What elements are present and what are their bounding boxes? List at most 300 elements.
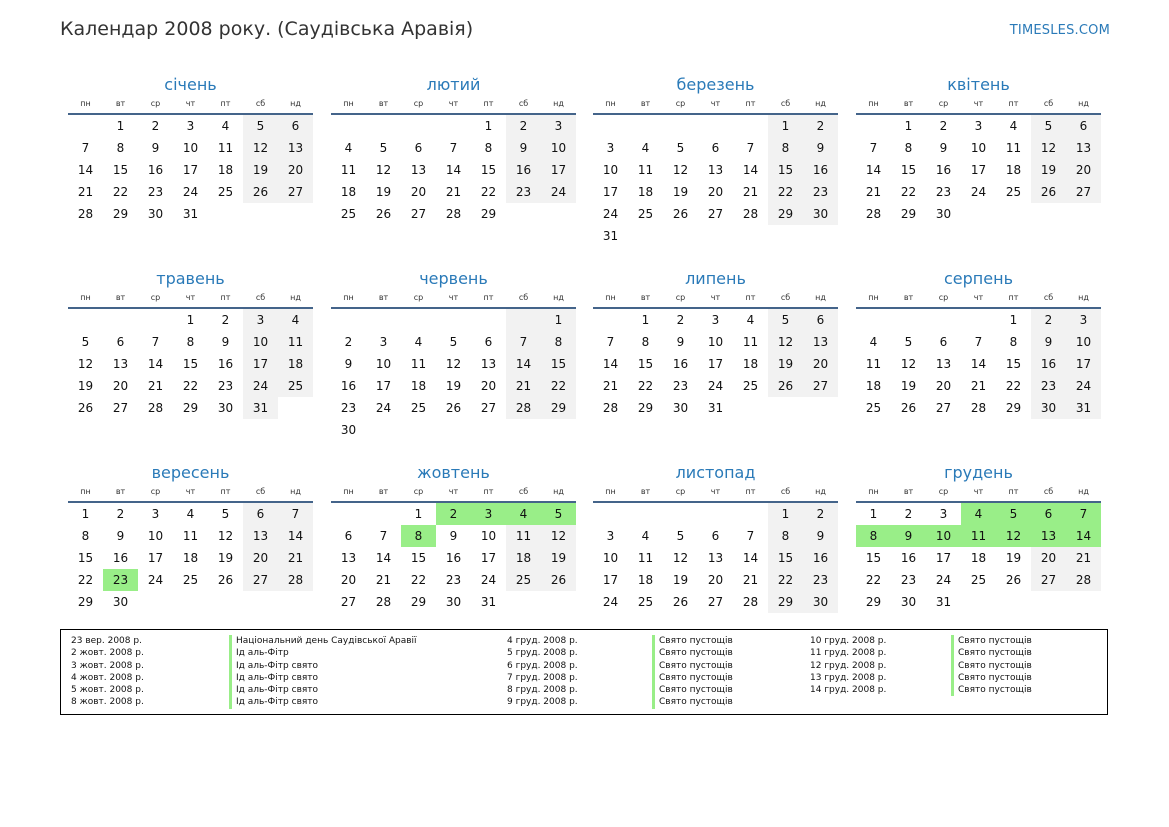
day-cell[interactable]: 30	[803, 591, 838, 613]
day-cell[interactable]: 18	[410, 379, 427, 393]
day-cell[interactable]: 9	[116, 529, 125, 543]
day-cell[interactable]: 14	[278, 525, 313, 547]
day-cell[interactable]: 2	[939, 119, 948, 133]
day-cell[interactable]: 30	[112, 595, 129, 609]
day-cell[interactable]: 25	[637, 595, 654, 609]
day-cell[interactable]: 27	[707, 207, 724, 221]
day-cell[interactable]: 3	[186, 119, 195, 133]
day-cell[interactable]: 29	[182, 401, 199, 415]
site-link[interactable]: TIMESLES.COM	[1009, 23, 1110, 38]
day-cell[interactable]: 12	[77, 357, 94, 371]
day-cell[interactable]: 26	[672, 595, 689, 609]
day-cell[interactable]: 10	[602, 551, 619, 565]
day-cell[interactable]: 12	[1031, 137, 1066, 159]
day-cell[interactable]: 4	[641, 529, 650, 543]
day-cell[interactable]: 27	[112, 401, 129, 415]
day-cell[interactable]: 22	[865, 573, 882, 587]
day-cell[interactable]: 27	[410, 207, 427, 221]
day-cell[interactable]: 7	[506, 331, 541, 353]
day-cell[interactable]: 4	[506, 503, 541, 525]
day-cell[interactable]: 29	[112, 207, 129, 221]
day-cell[interactable]: 3	[471, 503, 506, 525]
day-cell[interactable]: 20	[112, 379, 129, 393]
day-cell[interactable]: 24	[970, 185, 987, 199]
day-cell[interactable]: 17	[243, 353, 278, 375]
day-cell[interactable]: 23	[803, 181, 838, 203]
day-cell[interactable]: 17	[375, 379, 392, 393]
day-cell[interactable]: 13	[1066, 137, 1101, 159]
day-cell[interactable]: 12	[445, 357, 462, 371]
day-cell[interactable]: 10	[970, 141, 987, 155]
day-cell[interactable]: 11	[1005, 141, 1022, 155]
day-cell[interactable]: 18	[1005, 163, 1022, 177]
day-cell[interactable]: 19	[243, 159, 278, 181]
day-cell[interactable]: 7	[606, 335, 615, 349]
day-cell[interactable]: 9	[221, 335, 230, 349]
day-cell[interactable]: 25	[182, 573, 199, 587]
day-cell[interactable]: 14	[445, 163, 462, 177]
day-cell[interactable]: 2	[803, 503, 838, 525]
day-cell[interactable]: 25	[865, 401, 882, 415]
day-cell[interactable]: 3	[606, 529, 615, 543]
day-cell[interactable]: 5	[676, 141, 685, 155]
day-cell[interactable]: 13	[935, 357, 952, 371]
day-cell[interactable]: 11	[637, 551, 654, 565]
day-cell[interactable]: 8	[186, 335, 195, 349]
day-cell[interactable]: 18	[742, 357, 759, 371]
day-cell[interactable]: 19	[768, 353, 803, 375]
day-cell[interactable]: 28	[602, 401, 619, 415]
day-cell[interactable]: 9	[803, 525, 838, 547]
day-cell[interactable]: 24	[147, 573, 164, 587]
day-cell[interactable]: 21	[742, 573, 759, 587]
day-cell[interactable]: 13	[707, 163, 724, 177]
day-cell[interactable]: 24	[541, 181, 576, 203]
day-cell[interactable]: 27	[480, 401, 497, 415]
day-cell[interactable]: 5	[676, 529, 685, 543]
day-cell[interactable]: 22	[112, 185, 129, 199]
day-cell[interactable]: 11	[637, 163, 654, 177]
day-cell[interactable]: 29	[77, 595, 94, 609]
day-cell[interactable]: 31	[935, 595, 952, 609]
day-cell[interactable]: 10	[1066, 331, 1101, 353]
day-cell[interactable]: 13	[243, 525, 278, 547]
day-cell[interactable]: 9	[344, 357, 353, 371]
day-cell[interactable]: 16	[935, 163, 952, 177]
day-cell[interactable]: 31	[243, 397, 278, 419]
day-cell[interactable]: 9	[506, 137, 541, 159]
day-cell[interactable]: 22	[768, 181, 803, 203]
day-cell[interactable]: 30	[672, 401, 689, 415]
day-cell[interactable]: 4	[186, 507, 195, 521]
day-cell[interactable]: 10	[926, 525, 961, 547]
day-cell[interactable]: 8	[81, 529, 90, 543]
day-cell[interactable]: 26	[243, 181, 278, 203]
day-cell[interactable]: 17	[602, 185, 619, 199]
day-cell[interactable]: 19	[375, 185, 392, 199]
day-cell[interactable]: 7	[1066, 503, 1101, 525]
day-cell[interactable]: 20	[707, 573, 724, 587]
day-cell[interactable]: 10	[480, 529, 497, 543]
day-cell[interactable]: 6	[1066, 115, 1101, 137]
day-cell[interactable]: 2	[436, 503, 471, 525]
day-cell[interactable]: 15	[768, 159, 803, 181]
day-cell[interactable]: 14	[602, 357, 619, 371]
day-cell[interactable]: 2	[221, 313, 230, 327]
day-cell[interactable]: 8	[541, 331, 576, 353]
day-cell[interactable]: 8	[856, 525, 891, 547]
day-cell[interactable]: 31	[707, 401, 724, 415]
day-cell[interactable]: 7	[81, 141, 90, 155]
day-cell[interactable]: 24	[935, 573, 952, 587]
day-cell[interactable]: 6	[711, 529, 720, 543]
day-cell[interactable]: 3	[541, 115, 576, 137]
day-cell[interactable]: 22	[182, 379, 199, 393]
day-cell[interactable]: 11	[961, 525, 996, 547]
day-cell[interactable]: 19	[900, 379, 917, 393]
day-cell[interactable]: 5	[1031, 115, 1066, 137]
day-cell[interactable]: 30	[803, 203, 838, 225]
day-cell[interactable]: 14	[147, 357, 164, 371]
day-cell[interactable]: 18	[182, 551, 199, 565]
day-cell[interactable]: 23	[217, 379, 234, 393]
day-cell[interactable]: 21	[445, 185, 462, 199]
day-cell[interactable]: 3	[243, 309, 278, 331]
day-cell[interactable]: 30	[445, 595, 462, 609]
day-cell[interactable]: 1	[1009, 313, 1018, 327]
day-cell[interactable]: 18	[637, 573, 654, 587]
day-cell[interactable]: 4	[869, 335, 878, 349]
day-cell[interactable]: 6	[939, 335, 948, 349]
day-cell[interactable]: 1	[641, 313, 650, 327]
day-cell[interactable]: 23	[803, 569, 838, 591]
day-cell[interactable]: 12	[672, 163, 689, 177]
day-cell[interactable]: 16	[1031, 353, 1066, 375]
day-cell[interactable]: 4	[278, 309, 313, 331]
day-cell[interactable]: 27	[803, 375, 838, 397]
day-cell[interactable]: 4	[414, 335, 423, 349]
day-cell[interactable]: 28	[506, 397, 541, 419]
day-cell[interactable]: 25	[970, 573, 987, 587]
day-cell[interactable]: 6	[344, 529, 353, 543]
day-cell[interactable]: 26	[1031, 181, 1066, 203]
day-cell[interactable]: 2	[1031, 309, 1066, 331]
day-cell[interactable]: 28	[278, 569, 313, 591]
day-cell[interactable]: 17	[480, 551, 497, 565]
day-cell[interactable]: 22	[541, 375, 576, 397]
day-cell[interactable]: 20	[1031, 547, 1066, 569]
day-cell[interactable]: 6	[484, 335, 493, 349]
day-cell[interactable]: 9	[449, 529, 458, 543]
day-cell[interactable]: 3	[606, 141, 615, 155]
day-cell[interactable]: 28	[375, 595, 392, 609]
day-cell[interactable]: 28	[742, 595, 759, 609]
day-cell[interactable]: 18	[278, 353, 313, 375]
day-cell[interactable]: 7	[278, 503, 313, 525]
day-cell[interactable]: 27	[707, 595, 724, 609]
day-cell[interactable]: 15	[182, 357, 199, 371]
day-cell[interactable]: 13	[340, 551, 357, 565]
day-cell[interactable]: 20	[803, 353, 838, 375]
day-cell[interactable]: 22	[768, 569, 803, 591]
day-cell[interactable]: 1	[414, 507, 423, 521]
day-cell[interactable]: 26	[445, 401, 462, 415]
day-cell[interactable]: 20	[278, 159, 313, 181]
day-cell[interactable]: 21	[1066, 547, 1101, 569]
day-cell[interactable]: 4	[1009, 119, 1018, 133]
day-cell[interactable]: 26	[768, 375, 803, 397]
day-cell[interactable]: 3	[711, 313, 720, 327]
day-cell[interactable]: 8	[116, 141, 125, 155]
day-cell[interactable]: 7	[379, 529, 388, 543]
day-cell[interactable]: 16	[445, 551, 462, 565]
day-cell[interactable]: 13	[803, 331, 838, 353]
day-cell[interactable]: 2	[904, 507, 913, 521]
day-cell[interactable]: 14	[77, 163, 94, 177]
day-cell[interactable]: 9	[676, 335, 685, 349]
day-cell[interactable]: 10	[541, 137, 576, 159]
day-cell[interactable]: 15	[112, 163, 129, 177]
day-cell[interactable]: 30	[900, 595, 917, 609]
day-cell[interactable]: 16	[672, 357, 689, 371]
day-cell[interactable]: 5	[449, 335, 458, 349]
day-cell[interactable]: 29	[768, 591, 803, 613]
day-cell[interactable]: 11	[410, 357, 427, 371]
day-cell[interactable]: 16	[340, 379, 357, 393]
day-cell[interactable]: 13	[410, 163, 427, 177]
day-cell[interactable]: 29	[541, 397, 576, 419]
day-cell[interactable]: 17	[541, 159, 576, 181]
day-cell[interactable]: 16	[803, 159, 838, 181]
day-cell[interactable]: 5	[221, 507, 230, 521]
day-cell[interactable]: 1	[484, 119, 493, 133]
day-cell[interactable]: 8	[484, 141, 493, 155]
day-cell[interactable]: 26	[1005, 573, 1022, 587]
day-cell[interactable]: 14	[375, 551, 392, 565]
day-cell[interactable]: 6	[116, 335, 125, 349]
day-cell[interactable]: 31	[1066, 397, 1101, 419]
day-cell[interactable]: 19	[672, 185, 689, 199]
day-cell[interactable]: 21	[77, 185, 94, 199]
day-cell[interactable]: 30	[935, 207, 952, 221]
day-cell[interactable]: 17	[602, 573, 619, 587]
day-cell[interactable]: 25	[742, 379, 759, 393]
day-cell[interactable]: 30	[1031, 397, 1066, 419]
day-cell[interactable]: 4	[221, 119, 230, 133]
day-cell[interactable]: 19	[217, 551, 234, 565]
day-cell[interactable]: 18	[506, 547, 541, 569]
day-cell[interactable]: 20	[410, 185, 427, 199]
day-cell[interactable]: 28	[147, 401, 164, 415]
day-cell[interactable]: 16	[147, 163, 164, 177]
day-cell[interactable]: 1	[904, 119, 913, 133]
day-cell[interactable]: 20	[935, 379, 952, 393]
day-cell[interactable]: 8	[1009, 335, 1018, 349]
day-cell[interactable]: 28	[742, 207, 759, 221]
day-cell[interactable]: 21	[506, 375, 541, 397]
day-cell[interactable]: 22	[77, 573, 94, 587]
day-cell[interactable]: 2	[803, 115, 838, 137]
day-cell[interactable]: 11	[742, 335, 759, 349]
day-cell[interactable]: 8	[768, 525, 803, 547]
day-cell[interactable]: 2	[506, 115, 541, 137]
day-cell[interactable]: 21	[970, 379, 987, 393]
day-cell[interactable]: 19	[672, 573, 689, 587]
day-cell[interactable]: 25	[1005, 185, 1022, 199]
day-cell[interactable]: 5	[996, 503, 1031, 525]
day-cell[interactable]: 6	[803, 309, 838, 331]
day-cell[interactable]: 14	[970, 357, 987, 371]
day-cell[interactable]: 6	[1031, 503, 1066, 525]
day-cell[interactable]: 4	[961, 503, 996, 525]
day-cell[interactable]: 25	[217, 185, 234, 199]
day-cell[interactable]: 3	[151, 507, 160, 521]
day-cell[interactable]: 12	[375, 163, 392, 177]
day-cell[interactable]: 13	[707, 551, 724, 565]
day-cell[interactable]: 29	[768, 203, 803, 225]
day-cell[interactable]: 17	[935, 551, 952, 565]
day-cell[interactable]: 23	[103, 569, 138, 591]
day-cell[interactable]: 11	[217, 141, 234, 155]
day-cell[interactable]: 31	[480, 595, 497, 609]
day-cell[interactable]: 17	[147, 551, 164, 565]
day-cell[interactable]: 14	[1066, 525, 1101, 547]
day-cell[interactable]: 20	[1066, 159, 1101, 181]
day-cell[interactable]: 3	[974, 119, 983, 133]
day-cell[interactable]: 11	[278, 331, 313, 353]
day-cell[interactable]: 25	[340, 207, 357, 221]
day-cell[interactable]: 17	[182, 163, 199, 177]
day-cell[interactable]: 23	[1031, 375, 1066, 397]
day-cell[interactable]: 8	[768, 137, 803, 159]
day-cell[interactable]: 29	[480, 207, 497, 221]
day-cell[interactable]: 23	[672, 379, 689, 393]
day-cell[interactable]: 12	[996, 525, 1031, 547]
day-cell[interactable]: 28	[865, 207, 882, 221]
day-cell[interactable]: 21	[278, 547, 313, 569]
day-cell[interactable]: 28	[1066, 569, 1101, 591]
day-cell[interactable]: 21	[375, 573, 392, 587]
day-cell[interactable]: 1	[81, 507, 90, 521]
day-cell[interactable]: 8	[904, 141, 913, 155]
day-cell[interactable]: 17	[707, 357, 724, 371]
day-cell[interactable]: 12	[900, 357, 917, 371]
day-cell[interactable]: 21	[602, 379, 619, 393]
day-cell[interactable]: 26	[672, 207, 689, 221]
day-cell[interactable]: 14	[506, 353, 541, 375]
day-cell[interactable]: 24	[182, 185, 199, 199]
day-cell[interactable]: 2	[676, 313, 685, 327]
day-cell[interactable]: 9	[1031, 331, 1066, 353]
day-cell[interactable]: 19	[541, 547, 576, 569]
day-cell[interactable]: 16	[506, 159, 541, 181]
day-cell[interactable]: 5	[768, 309, 803, 331]
day-cell[interactable]: 15	[541, 353, 576, 375]
day-cell[interactable]: 25	[506, 569, 541, 591]
day-cell[interactable]: 24	[480, 573, 497, 587]
day-cell[interactable]: 7	[449, 141, 458, 155]
day-cell[interactable]: 20	[707, 185, 724, 199]
day-cell[interactable]: 1	[186, 313, 195, 327]
day-cell[interactable]: 19	[77, 379, 94, 393]
day-cell[interactable]: 5	[904, 335, 913, 349]
day-cell[interactable]: 27	[1031, 569, 1066, 591]
day-cell[interactable]: 15	[768, 547, 803, 569]
day-cell[interactable]: 27	[243, 569, 278, 591]
day-cell[interactable]: 1	[116, 119, 125, 133]
day-cell[interactable]: 15	[865, 551, 882, 565]
day-cell[interactable]: 24	[602, 595, 619, 609]
day-cell[interactable]: 7	[746, 529, 755, 543]
day-cell[interactable]: 15	[77, 551, 94, 565]
day-cell[interactable]: 21	[147, 379, 164, 393]
day-cell[interactable]: 9	[891, 525, 926, 547]
day-cell[interactable]: 26	[77, 401, 94, 415]
day-cell[interactable]: 30	[147, 207, 164, 221]
day-cell[interactable]: 2	[344, 335, 353, 349]
day-cell[interactable]: 7	[869, 141, 878, 155]
day-cell[interactable]: 18	[217, 163, 234, 177]
day-cell[interactable]: 11	[865, 357, 882, 371]
day-cell[interactable]: 22	[480, 185, 497, 199]
day-cell[interactable]: 12	[768, 331, 803, 353]
day-cell[interactable]: 26	[541, 569, 576, 591]
day-cell[interactable]: 27	[278, 181, 313, 203]
day-cell[interactable]: 5	[541, 503, 576, 525]
day-cell[interactable]: 21	[865, 185, 882, 199]
day-cell[interactable]: 3	[379, 335, 388, 349]
day-cell[interactable]: 19	[445, 379, 462, 393]
day-cell[interactable]: 10	[182, 141, 199, 155]
day-cell[interactable]: 24	[375, 401, 392, 415]
day-cell[interactable]: 28	[445, 207, 462, 221]
day-cell[interactable]: 14	[742, 163, 759, 177]
day-cell[interactable]: 3	[939, 507, 948, 521]
day-cell[interactable]: 2	[116, 507, 125, 521]
day-cell[interactable]: 23	[147, 185, 164, 199]
day-cell[interactable]: 23	[935, 185, 952, 199]
day-cell[interactable]: 6	[711, 141, 720, 155]
day-cell[interactable]: 1	[768, 503, 803, 525]
day-cell[interactable]: 10	[243, 331, 278, 353]
day-cell[interactable]: 27	[935, 401, 952, 415]
day-cell[interactable]: 4	[641, 141, 650, 155]
day-cell[interactable]: 29	[410, 595, 427, 609]
day-cell[interactable]: 16	[900, 551, 917, 565]
day-cell[interactable]: 7	[746, 141, 755, 155]
day-cell[interactable]: 23	[900, 573, 917, 587]
day-cell[interactable]: 12	[243, 137, 278, 159]
day-cell[interactable]: 24	[243, 375, 278, 397]
day-cell[interactable]: 31	[182, 207, 199, 221]
day-cell[interactable]: 22	[637, 379, 654, 393]
day-cell[interactable]: 9	[151, 141, 160, 155]
day-cell[interactable]: 9	[803, 137, 838, 159]
day-cell[interactable]: 8	[401, 525, 436, 547]
day-cell[interactable]: 22	[1005, 379, 1022, 393]
day-cell[interactable]: 15	[900, 163, 917, 177]
day-cell[interactable]: 29	[1005, 401, 1022, 415]
day-cell[interactable]: 7	[974, 335, 983, 349]
day-cell[interactable]: 30	[340, 423, 357, 437]
day-cell[interactable]: 12	[672, 551, 689, 565]
day-cell[interactable]: 11	[340, 163, 357, 177]
day-cell[interactable]: 1	[768, 115, 803, 137]
day-cell[interactable]: 5	[243, 115, 278, 137]
day-cell[interactable]: 18	[637, 185, 654, 199]
day-cell[interactable]: 11	[182, 529, 199, 543]
day-cell[interactable]: 29	[900, 207, 917, 221]
